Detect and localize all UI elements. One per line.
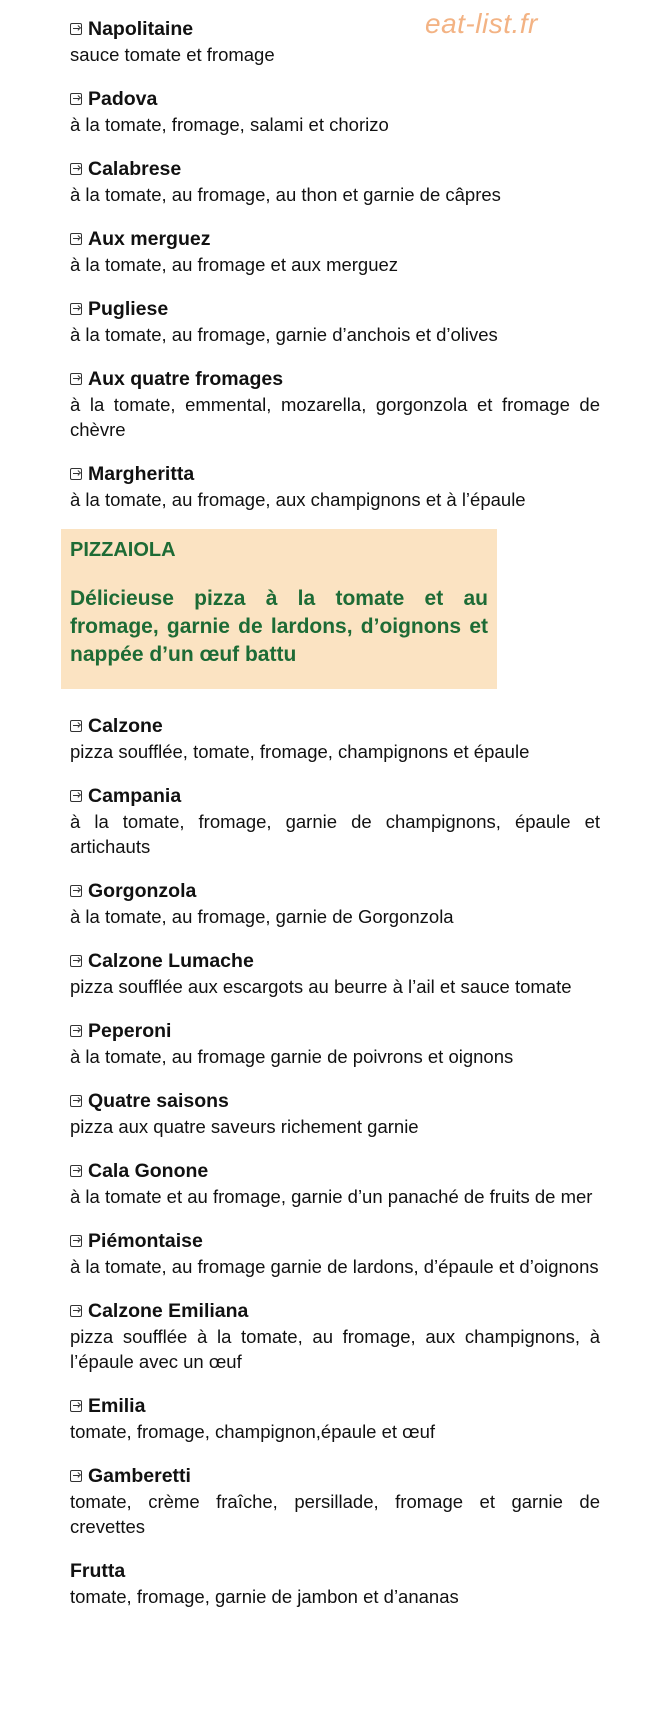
menu-item-header	[70, 713, 600, 739]
arrow-right-box-icon	[70, 720, 82, 732]
menu-item-name: Peperoni	[88, 1020, 172, 1042]
menu-item	[70, 16, 600, 67]
menu-item	[70, 156, 600, 207]
menu-item	[70, 783, 600, 859]
menu-item-name: Gamberetti	[88, 1465, 191, 1487]
arrow-right-box-icon	[70, 1095, 82, 1107]
menu-item-name: Calabrese	[88, 158, 182, 180]
menu-item-name: Aux quatre fromages	[88, 368, 284, 390]
menu-item-description: tomate, fromage, champignon,épaule et œuf	[70, 1421, 436, 1442]
menu-item-header	[70, 16, 600, 42]
menu-item-description: à la tomate, au fromage, aux champignons et à l’épaule	[70, 489, 526, 510]
menu-item-header	[70, 296, 600, 322]
menu-item	[70, 296, 600, 347]
arrow-right-box-icon	[70, 163, 82, 175]
menu-item	[70, 878, 600, 929]
featured-pizza-box	[61, 529, 497, 689]
menu-item-header	[70, 783, 600, 809]
arrow-right-box-icon	[70, 1025, 82, 1037]
menu-item-header	[70, 461, 600, 487]
menu-item-header	[70, 1018, 600, 1044]
menu-item	[70, 1298, 600, 1374]
menu-item-name: Pugliese	[88, 298, 169, 320]
menu-item-description: à la tomate, au fromage garnie de lardons, d’épaule et d’oignons	[70, 1256, 599, 1277]
arrow-right-box-icon	[70, 468, 82, 480]
menu-item-name: Frutta	[70, 1560, 126, 1582]
menu-item-name: Calzone	[88, 715, 163, 737]
menu-item-description: pizza soufflée, tomate, fromage, champignons et épaule	[70, 741, 530, 762]
featured-pizza-title: PIZZAIOLA	[70, 539, 176, 561]
arrow-right-box-icon	[70, 1400, 82, 1412]
menu-list-top	[70, 16, 600, 512]
menu-item	[70, 713, 600, 764]
menu-item-header	[70, 1463, 600, 1489]
menu-item-header	[70, 1158, 600, 1184]
menu-item-header	[70, 878, 600, 904]
menu-item-name: Aux merguez	[88, 228, 211, 250]
menu-item-name: Gorgonzola	[88, 880, 197, 902]
menu-item-description: à la tomate, au fromage et aux merguez	[70, 254, 399, 275]
arrow-right-box-icon	[70, 233, 82, 245]
menu-item-name: Piémontaise	[88, 1230, 203, 1252]
arrow-right-box-icon	[70, 23, 82, 35]
menu-item-description: à la tomate, fromage, garnie de champignons, épaule et artichauts	[70, 811, 600, 857]
menu-item-name: Margheritta	[88, 463, 195, 485]
menu-item	[70, 1228, 600, 1279]
arrow-right-box-icon	[70, 1470, 82, 1482]
arrow-right-box-icon	[70, 373, 82, 385]
menu-item	[70, 1393, 600, 1444]
menu-item-name: Quatre saisons	[88, 1090, 229, 1112]
menu-item	[70, 1463, 600, 1539]
menu-item-description: à la tomate, au fromage garnie de poivrons et oignons	[70, 1046, 514, 1067]
watermark: eat-list.fr	[425, 8, 538, 39]
menu-item-header	[70, 1558, 600, 1584]
menu-item	[70, 86, 600, 137]
menu-item-name: Padova	[88, 88, 158, 110]
menu-item-description: à la tomate, emmental, mozarella, gorgonzola et fromage de chèvre	[70, 394, 600, 440]
menu-item-header	[70, 1298, 600, 1324]
arrow-right-box-icon	[70, 1305, 82, 1317]
arrow-right-box-icon	[70, 93, 82, 105]
menu-item	[70, 226, 600, 277]
arrow-right-box-icon	[70, 955, 82, 967]
menu-item-description: pizza soufflée aux escargots au beurre à l’ail et sauce tomate	[70, 976, 572, 997]
menu-item-description: à la tomate, au fromage, garnie de Gorgonzola	[70, 906, 454, 927]
menu-item-name: Calzone Emiliana	[88, 1300, 249, 1322]
menu-item-description: à la tomate et au fromage, garnie d’un panaché de fruits de mer	[70, 1186, 593, 1207]
pizza-menu	[70, 16, 600, 1628]
menu-item	[70, 1558, 600, 1609]
menu-item-header	[70, 1088, 600, 1114]
menu-item	[70, 1158, 600, 1209]
arrow-right-box-icon	[70, 303, 82, 315]
featured-pizza-description: Délicieuse pizza à la tomate et au fromage, garnie de lardons, d’oignons et nappée d’un œuf battu	[70, 587, 488, 666]
menu-item-description: à la tomate, fromage, salami et chorizo	[70, 114, 389, 135]
menu-item	[70, 1018, 600, 1069]
menu-item-header	[70, 156, 600, 182]
menu-item	[70, 366, 600, 442]
menu-item-description: à la tomate, au fromage, au thon et garnie de câpres	[70, 184, 501, 205]
menu-item-description: pizza aux quatre saveurs richement garnie	[70, 1116, 419, 1137]
menu-item-name: Campania	[88, 785, 182, 807]
menu-item	[70, 948, 600, 999]
arrow-right-box-icon	[70, 790, 82, 802]
menu-item-header	[70, 366, 600, 392]
arrow-right-box-icon	[70, 1165, 82, 1177]
menu-item	[70, 461, 600, 512]
menu-item-header	[70, 1228, 600, 1254]
menu-item-header	[70, 226, 600, 252]
menu-item-name: Napolitaine	[88, 18, 194, 40]
menu-item-name: Calzone Lumache	[88, 950, 254, 972]
menu-item-description: tomate, crème fraîche, persillade, fromage et garnie de crevettes	[70, 1491, 600, 1537]
menu-item-name: Cala Gonone	[88, 1160, 209, 1182]
menu-item-header	[70, 86, 600, 112]
menu-item-name: Emilia	[88, 1395, 146, 1417]
arrow-right-box-icon	[70, 885, 82, 897]
arrow-right-box-icon	[70, 1235, 82, 1247]
menu-item-description: à la tomate, au fromage, garnie d’anchois et d’olives	[70, 324, 498, 345]
menu-item-header	[70, 1393, 600, 1419]
menu-item-description: sauce tomate et fromage	[70, 44, 275, 65]
menu-item-description: pizza soufflée à la tomate, au fromage, aux champignons, à l’épaule avec un œuf	[70, 1326, 600, 1372]
menu-item	[70, 1088, 600, 1139]
menu-list-bottom	[70, 713, 600, 1609]
menu-item-header	[70, 948, 600, 974]
menu-item-description: tomate, fromage, garnie de jambon et d’ananas	[70, 1586, 459, 1607]
